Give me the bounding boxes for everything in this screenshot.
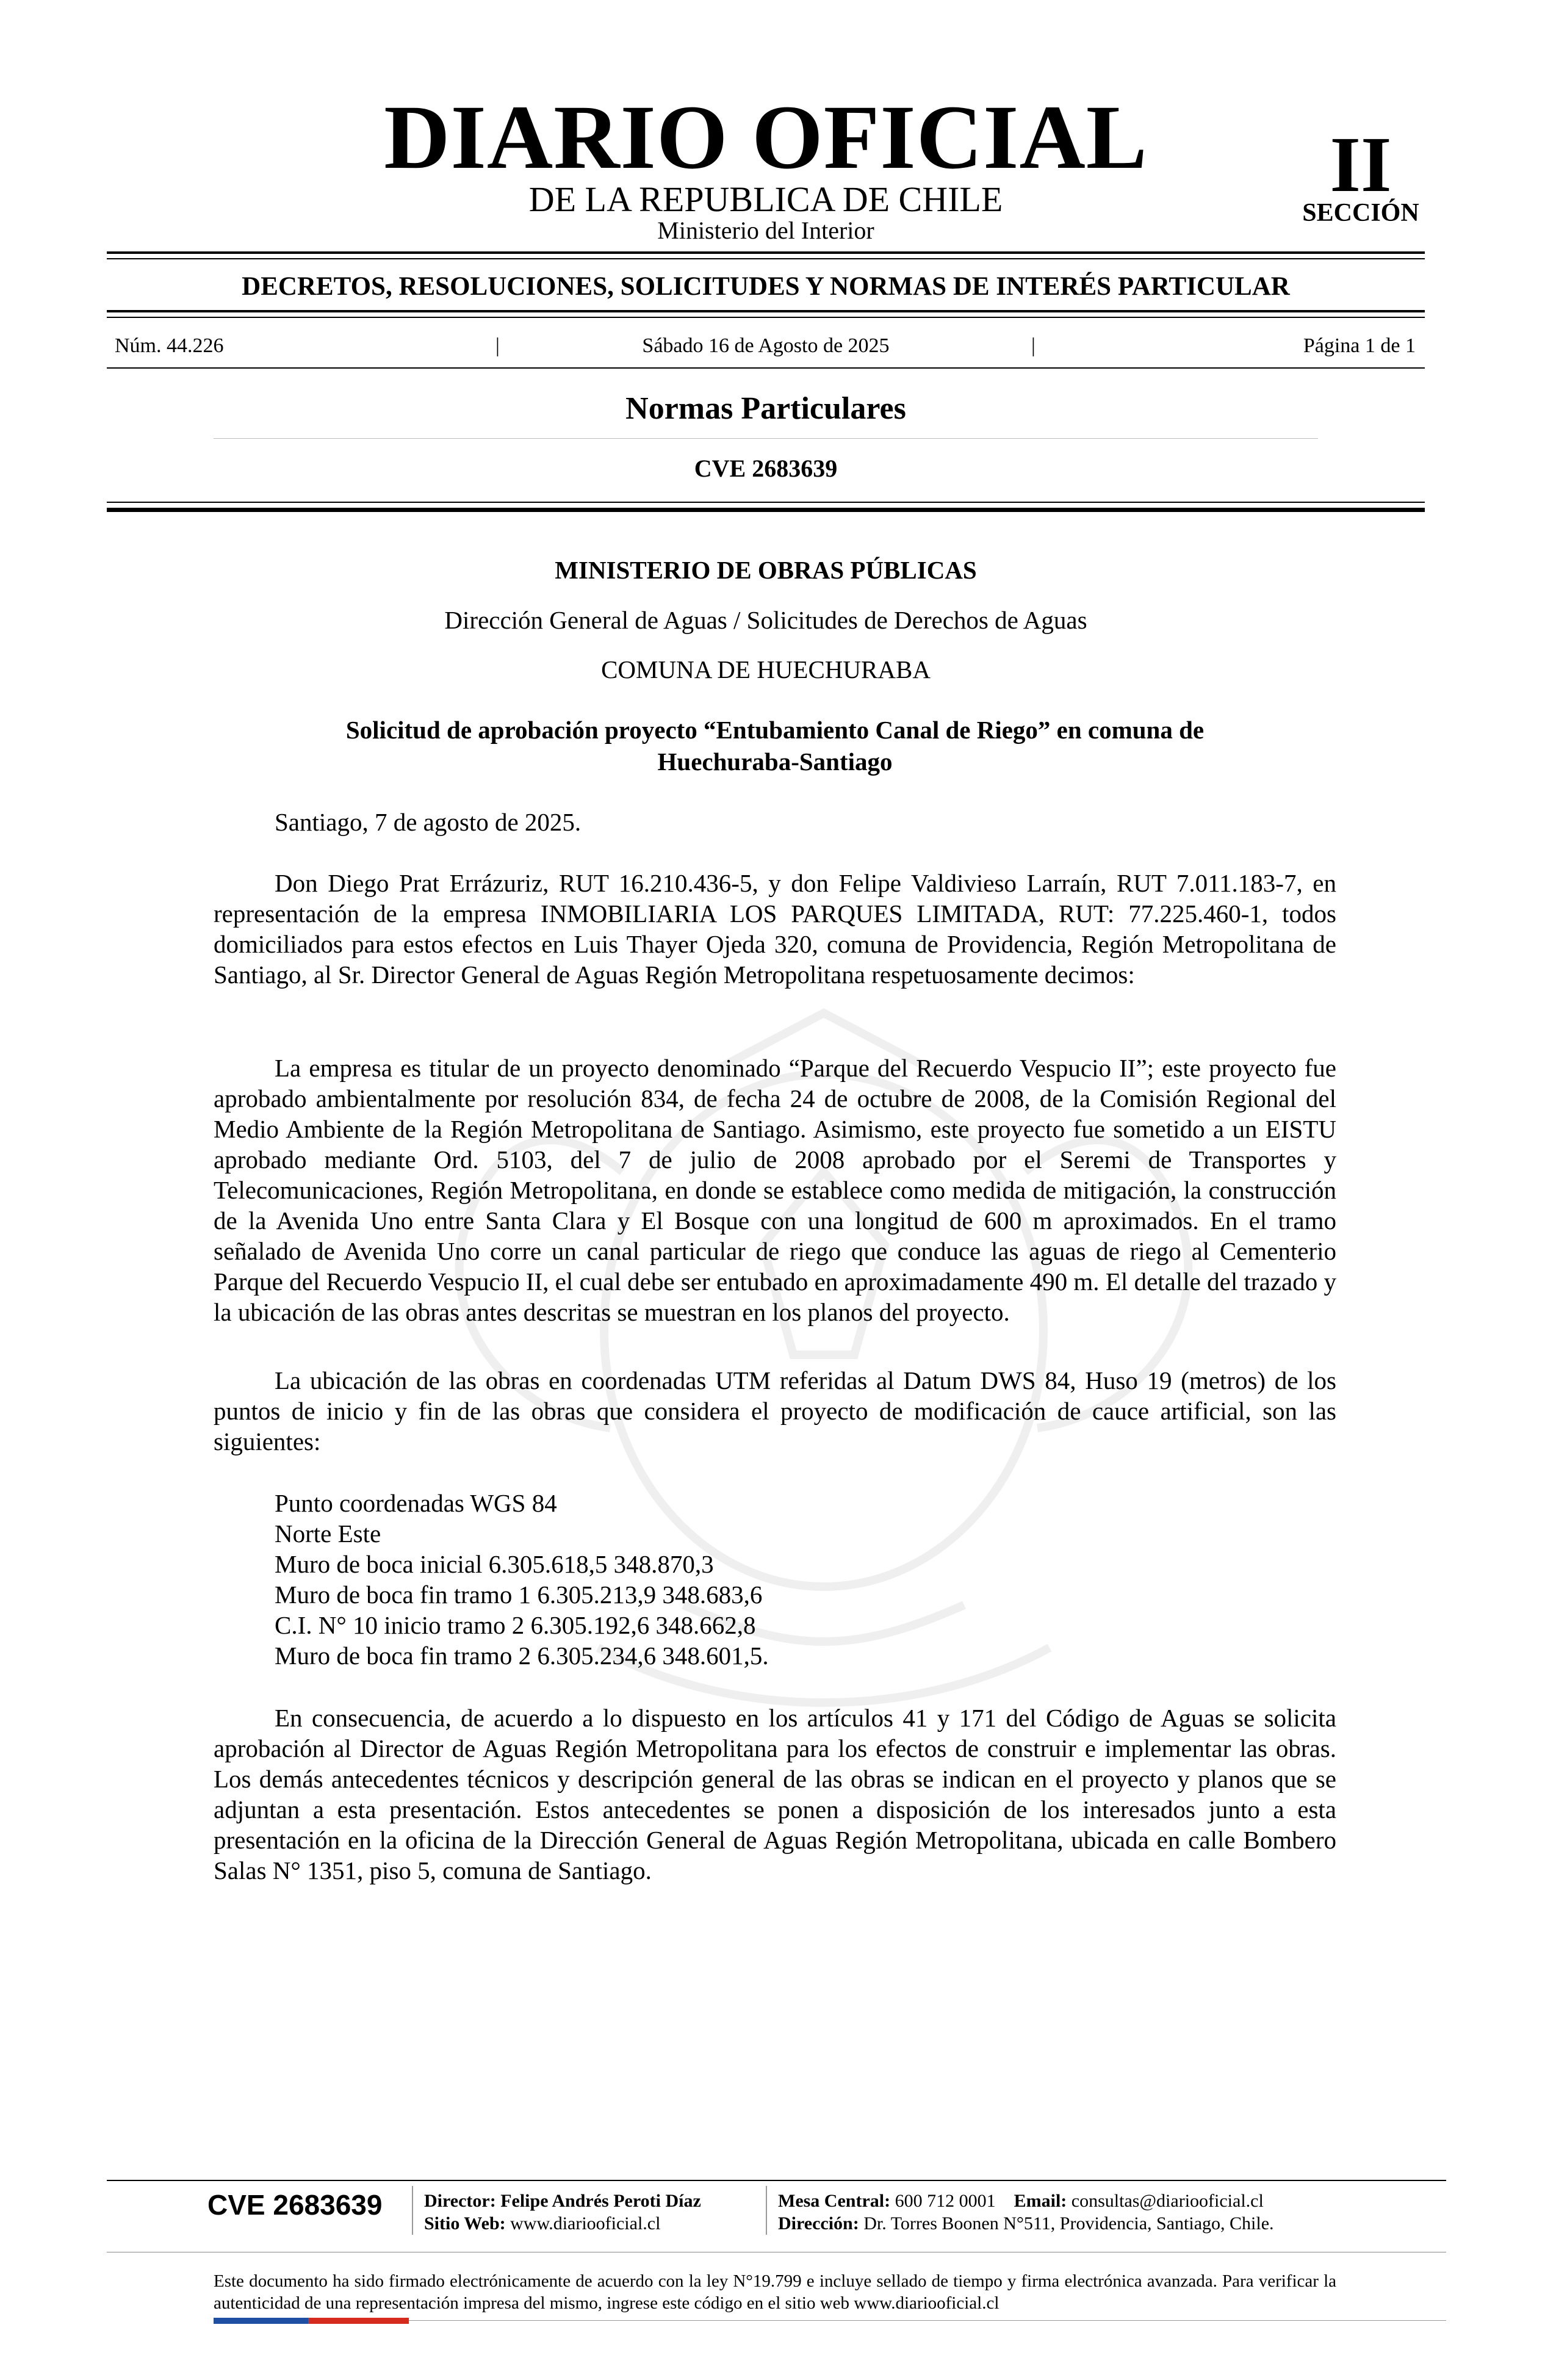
masthead-title: DIARIO OFICIAL — [384, 87, 1148, 188]
flag-stripe-blue — [214, 2318, 308, 2324]
section-numeral: II — [1330, 121, 1392, 209]
issue-page: Página 1 de 1 — [1303, 334, 1416, 357]
cve-code: CVE 2683639 — [694, 455, 838, 482]
coordinates-list-item: Muro de boca fin tramo 2 6.305.234,6 348.601,5. — [275, 1642, 769, 1670]
mesa-label: Mesa Central: — [778, 2191, 891, 2211]
issue-divider — [107, 367, 1425, 369]
coordinates-list-item: Norte Este — [275, 1520, 381, 1548]
header-divider-double-top — [107, 251, 1425, 254]
section-divider-bottom — [107, 317, 1425, 318]
web-label: Sitio Web: — [424, 2213, 506, 2234]
paragraph-text: Don Diego Prat Errázuriz, RUT 16.210.436-5, y don Felipe Valdivieso Larraín, RUT 7.011.183-7, en representación de la empresa INMOBILIARIA LOS PARQUES LIMITADA, RUT: 77.225.460-1, todos domiciliados para estos efectos en Luis Thayer Ojeda 320, comuna de Providencia, Región Metropolitana de Santiago, al Sr. Director General de Aguas Región Metropolitana respetuosamente decimos: — [214, 869, 1336, 989]
footer-cve-code: CVE 2683639 — [207, 2189, 383, 2221]
section-title: DECRETOS, RESOLUCIONES, SOLICITUDES Y NORMAS DE INTERÉS PARTICULAR — [242, 272, 1290, 301]
issue-number: Núm. 44.226 — [115, 334, 224, 357]
flag-stripe-line — [409, 2320, 1446, 2321]
footer-column-divider — [766, 2186, 767, 2235]
footer-contact-block — [778, 2190, 1274, 2235]
document-subject-line2: Huechuraba-Santiago — [657, 748, 893, 776]
coordinates-list-item: C.I. N° 10 inicio tramo 2 6.305.192,6 348.662,8 — [275, 1611, 756, 1639]
footer-column-divider — [412, 2186, 413, 2235]
body-paragraph-1 — [214, 868, 1336, 990]
body-paragraph-2 — [214, 1053, 1336, 1327]
director-label: Director: — [424, 2191, 496, 2211]
masthead-subtitle: DE LA REPUBLICA DE CHILE — [528, 179, 1003, 219]
page-title: Normas Particulares — [625, 391, 906, 426]
web-link[interactable]: www.diariooficial.cl — [510, 2213, 661, 2234]
place-date — [214, 807, 1336, 837]
body-paragraph-3 — [214, 1365, 1336, 1457]
coordinates-list-item: Punto coordenadas WGS 84 — [275, 1489, 557, 1517]
masthead-ministry: Ministerio del Interior — [657, 217, 874, 244]
document-directorate: Dirección General de Aguas / Solicitudes de Derechos de Aguas — [444, 606, 1087, 634]
footer-divider-top — [107, 2180, 1446, 2181]
flag-stripe-red — [308, 2318, 409, 2324]
cve-divider-bottom — [107, 508, 1425, 512]
document-subject-line1: Solicitud de aprobación proyecto “Entubamiento Canal de Riego” en comuna de — [345, 716, 1205, 744]
title-underline — [214, 438, 1318, 439]
header-divider-double-bottom — [107, 258, 1425, 259]
email-label: Email: — [1014, 2191, 1067, 2211]
footer-director-block — [424, 2190, 701, 2235]
paragraph-text: La ubicación de las obras en coordenadas UTM referidas al Datum DWS 84, Huso 19 (metros) de los puntos de inicio y fin de las obras que considera el proyecto de modificación de cauce artificial, son las siguientes: — [214, 1366, 1336, 1455]
issue-separator: | — [1031, 334, 1036, 357]
document-comuna: COMUNA DE HUECHURABA — [601, 655, 931, 683]
address-value: Dr. Torres Boonen N°511, Providencia, Santiago, Chile. — [863, 2213, 1274, 2234]
email-link[interactable]: consultas@diariooficial.cl — [1071, 2191, 1264, 2211]
coordinates-list-item: Muro de boca fin tramo 1 6.305.213,9 348.683,6 — [275, 1581, 763, 1609]
director-name: Felipe Andrés Peroti Díaz — [500, 2191, 701, 2211]
section-divider-top — [107, 310, 1425, 312]
mesa-phone: 600 712 0001 — [895, 2191, 996, 2211]
issue-date: Sábado 16 de Agosto de 2025 — [642, 334, 890, 357]
body-paragraph-4 — [214, 1703, 1336, 1886]
place-date-text: Santiago, 7 de agosto de 2025. — [275, 808, 582, 836]
cve-divider-top — [107, 502, 1425, 503]
paragraph-text: La empresa es titular de un proyecto denominado “Parque del Recuerdo Vespucio II”; este proyecto fue aprobado ambientalmente por resolución 834, de fecha 24 de octubre de 2008, de la Comisión Regional del Medio Ambiente de la Región Metropolitana de Santiago. Asimismo, este proyecto fue sometido a un EISTU aprobado mediante Ord. 5103, del 7 de julio de 2008 aprobado por el Seremi de Transportes y Telecomunicaciones, Región Metropolitana, en donde se establece como medida de mitigación, la construcción de la Avenida Uno entre Santa Clara y El Bosque con una longitud de 600 m aproximados. En el tramo señalado de Avenida Uno corre un canal particular de riego que conduce las aguas de riego al Cementerio Parque del Recuerdo Vespucio II, el cual debe ser entubado en aproximadamente 490 m. El detalle del trazado y la ubicación de las obras antes descritas se muestran en los planos del proyecto. — [214, 1054, 1336, 1326]
issue-separator: | — [495, 334, 500, 357]
footer-legal-note: Este documento ha sido firmado electrónicamente de acuerdo con la ley N°19.799 e incluye sellado de tiempo y firma electrónica avanzada. Para verificar la autenticidad de una representación impresa del mismo, ingrese este código en el sitio web www.diariooficial.cl — [214, 2271, 1336, 2313]
address-label: Dirección: — [778, 2213, 859, 2234]
section-label: SECCIÓN — [1302, 199, 1419, 227]
coordinates-list-item: Muro de boca inicial 6.305.618,5 348.870,3 — [275, 1550, 714, 1578]
document-ministry: MINISTERIO DE OBRAS PÚBLICAS — [555, 556, 977, 584]
paragraph-text: En consecuencia, de acuerdo a lo dispuesto en los artículos 41 y 171 del Código de Aguas se solicita aprobación al Director de Aguas Región Metropolitana para los efectos de construir e implementar las obras. Los demás antecedentes técnicos y descripción general de las obras se indican en el proyecto y planos que se adjuntan a esta presentación. Estos antecedentes se ponen a disposición de los interesados junto a esta presentación en la oficina de la Dirección General de Aguas Región Metropolitana, ubicada en calle Bombero Salas N° 1351, piso 5, comuna de Santiago. — [214, 1704, 1336, 1884]
